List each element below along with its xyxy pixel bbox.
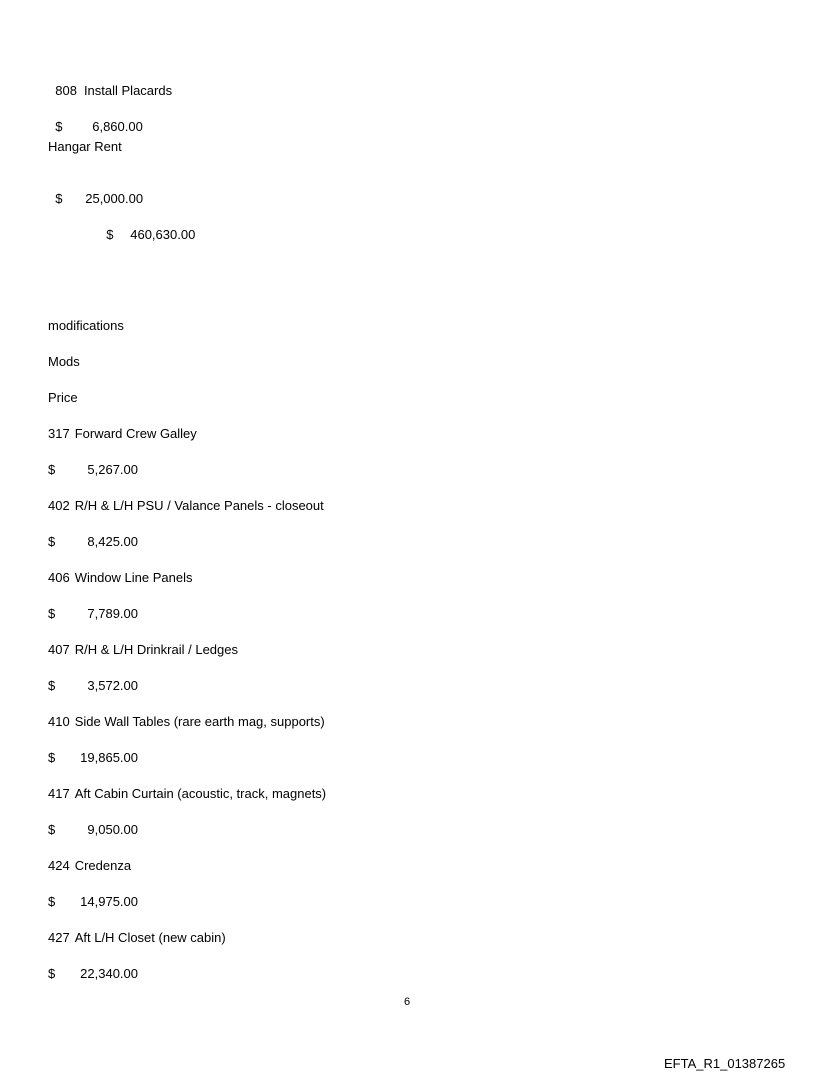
item-code: 406	[48, 570, 70, 585]
subtotal	[99, 211, 195, 243]
currency-symbol: $	[48, 606, 56, 621]
modification-price	[48, 606, 138, 622]
price-amount: 8,425.00	[87, 534, 138, 549]
item-code: 808	[55, 83, 77, 98]
currency-symbol: $	[48, 822, 56, 837]
price-amount: 14,975.00	[80, 894, 138, 909]
modification-item	[48, 426, 197, 442]
price-amount: 19,865.00	[80, 750, 138, 765]
modification-item	[48, 642, 238, 658]
item-code: 402	[48, 498, 70, 513]
item-label: Credenza	[74, 858, 132, 873]
item-label: Aft Cabin Curtain (acoustic, track, magnets)	[74, 786, 327, 801]
modification-price	[48, 822, 138, 838]
price-amount: 25,000.00	[85, 191, 144, 206]
currency-symbol: $	[48, 462, 56, 477]
modification-price	[48, 750, 138, 766]
modification-item	[48, 570, 193, 586]
price-amount: 6,860.00	[92, 119, 143, 134]
modification-item	[48, 930, 226, 946]
modification-price	[48, 534, 138, 550]
item-label: Aft L/H Closet (new cabin)	[74, 930, 226, 945]
currency-symbol: $	[48, 534, 56, 549]
modifications-heading: modifications	[48, 318, 124, 333]
price-amount: 3,572.00	[87, 678, 138, 693]
currency-symbol: $	[106, 227, 114, 242]
item-code: 417	[48, 786, 70, 801]
item-label: R/H & L/H Drinkrail / Ledges	[74, 642, 238, 657]
price-column-header: Price	[48, 390, 78, 405]
item-label: Side Wall Tables (rare earth mag, supports)	[74, 714, 325, 729]
modification-item	[48, 498, 324, 514]
price-amount: 7,789.00	[87, 606, 138, 621]
page-number: 6	[404, 996, 411, 1008]
item-label: Install Placards	[83, 83, 173, 98]
currency-symbol: $	[48, 894, 56, 909]
line-item-808	[48, 67, 172, 99]
currency-symbol: $	[55, 119, 63, 134]
item-code: 424	[48, 858, 70, 873]
item-code: 410	[48, 714, 70, 729]
modification-item	[48, 714, 325, 730]
item-label: Forward Crew Galley	[74, 426, 197, 441]
mods-column-header: Mods	[48, 354, 80, 369]
currency-symbol: $	[48, 750, 56, 765]
currency-symbol: $	[55, 191, 63, 206]
document-id: EFTA_R1_01387265	[664, 1056, 786, 1071]
currency-symbol: $	[48, 678, 56, 693]
hangar-rent-label: Hangar Rent	[48, 139, 122, 154]
price-amount: 5,267.00	[87, 462, 138, 477]
item-code: 427	[48, 930, 70, 945]
item-code: 317	[48, 426, 70, 441]
modification-price	[48, 462, 138, 478]
price-808	[48, 103, 143, 135]
price-amount: 22,340.00	[80, 966, 138, 981]
price-amount: 9,050.00	[87, 822, 138, 837]
modification-price	[48, 678, 138, 694]
modification-price	[48, 894, 138, 910]
price-hangar-rent	[48, 175, 143, 207]
item-code: 407	[48, 642, 70, 657]
subtotal-amount: 460,630.00	[130, 227, 196, 242]
currency-symbol: $	[48, 966, 56, 981]
item-label: Window Line Panels	[74, 570, 193, 585]
modification-item	[48, 786, 326, 802]
modification-item	[48, 858, 131, 874]
item-label: R/H & L/H PSU / Valance Panels - closeout	[74, 498, 324, 513]
modification-price	[48, 966, 138, 982]
